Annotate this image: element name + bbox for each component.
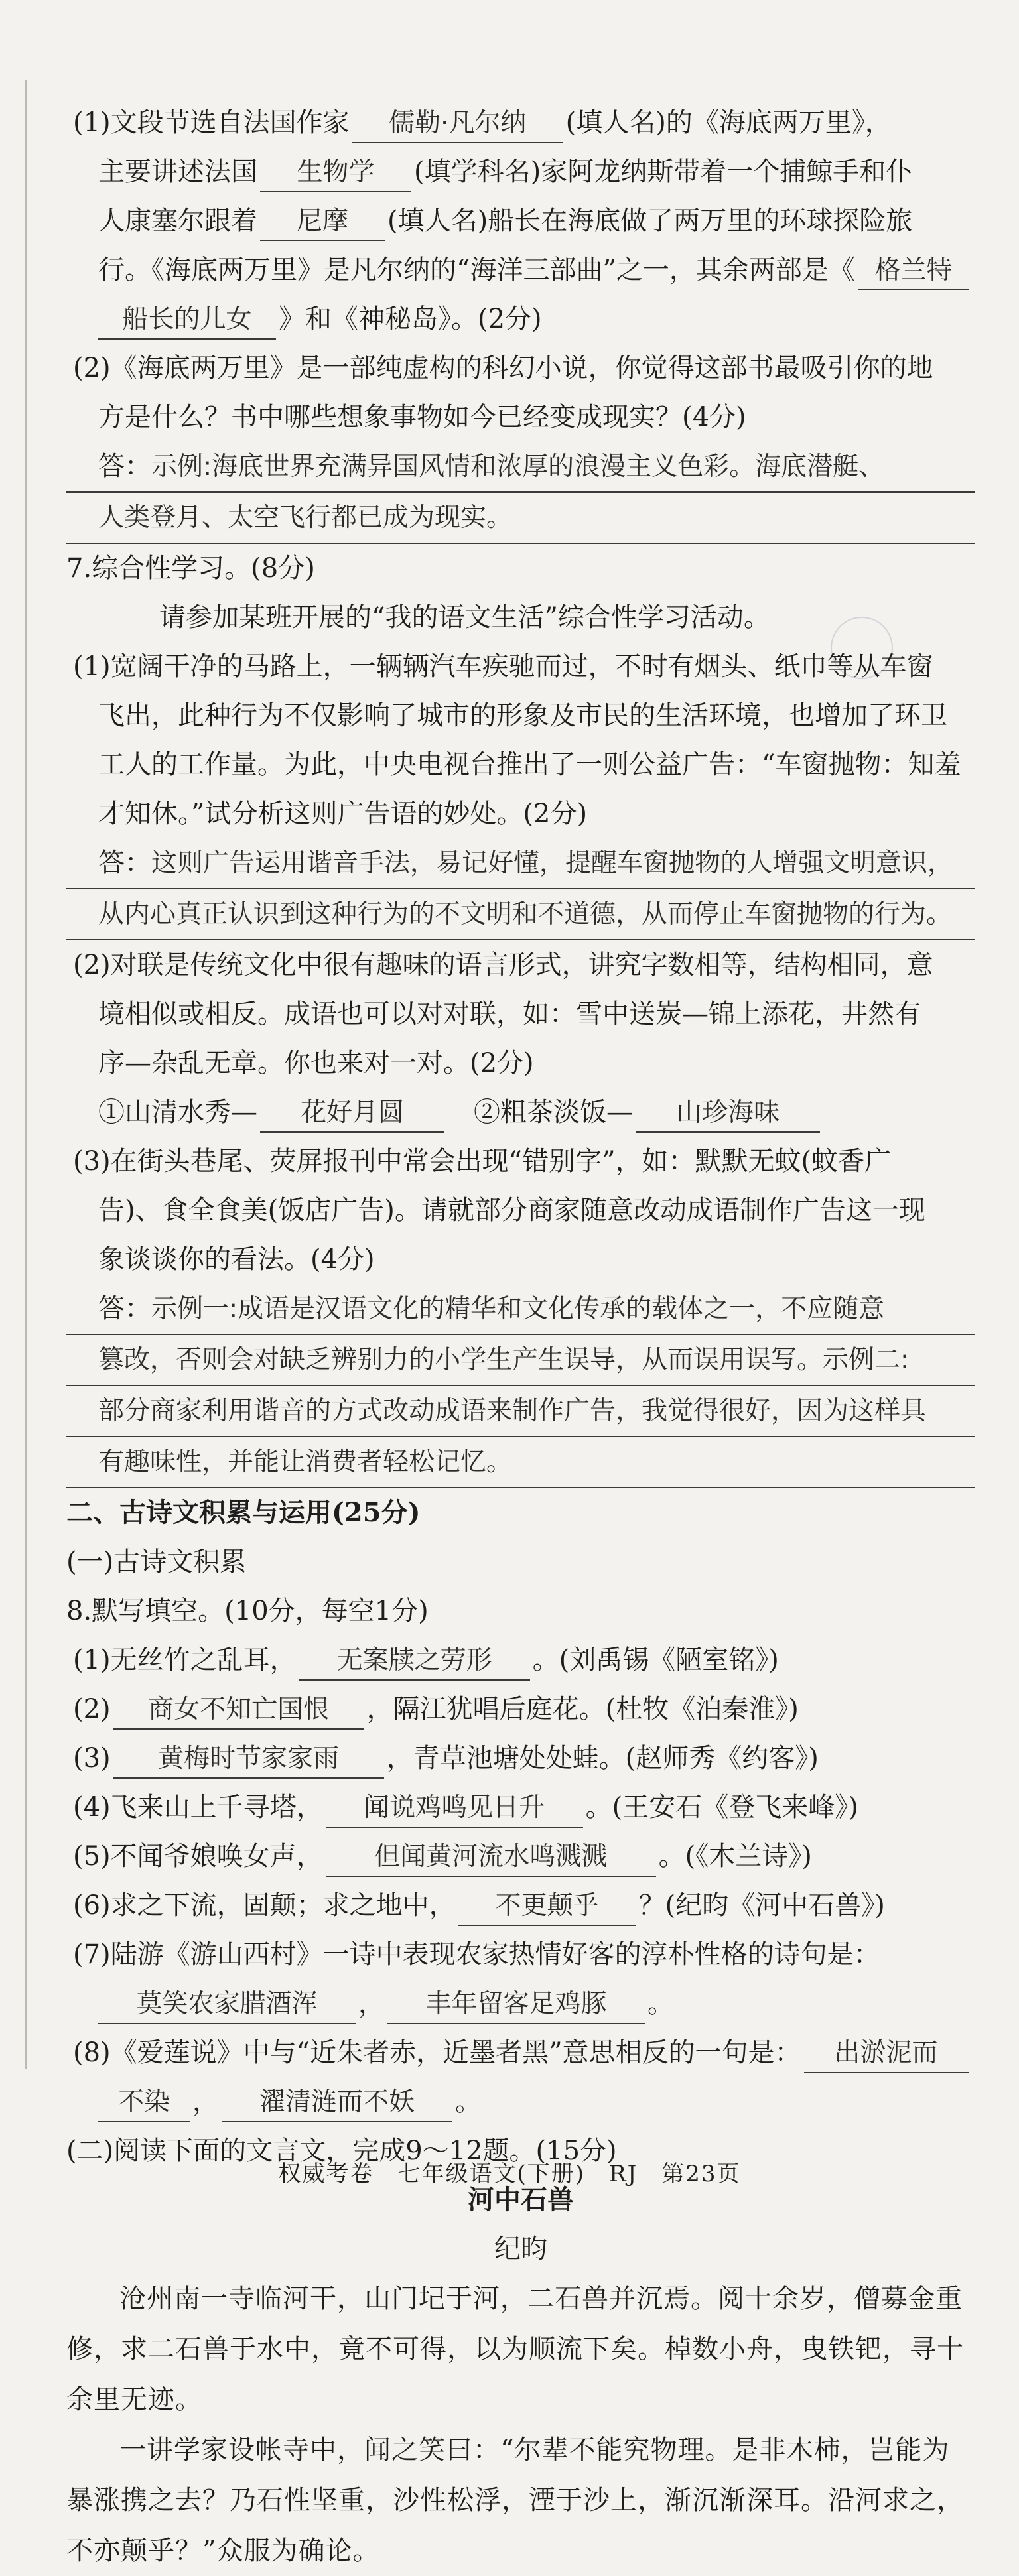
q7-part2-line3: 序—杂乱无章。你也来对一对。(2分)	[98, 1048, 534, 1078]
answer-q8-7a: 莫笑农家腊酒浑	[98, 1986, 356, 2024]
answer-q8-8b: 濯清涟而不妖	[222, 2084, 452, 2122]
answer-couplet1: 花好月圆	[260, 1094, 444, 1133]
q6-part1-line4: 行。《海底两万里》是凡尔纳的“海洋三部曲”之一，其余两部是《 格兰特	[66, 245, 975, 294]
passage-paragraph-2: 一讲学家设帐寺中，闻之笑曰：“尔辈不能究物理。是非木柿，岂能为暴涨携之去？乃石性坚重，沙性松浮，湮于沙上，渐沉渐深耳。沿河求之，不亦颠乎？”众服为确论。	[66, 2435, 964, 2566]
answer-q8-8a-cont: 不染	[98, 2084, 190, 2122]
q7-part3-line1: (3)在街头巷尾、荧屏报刊中常会出现“错别字”，如：默默无蚊(蚊香广	[73, 1146, 892, 1177]
answer-q8-3: 黄梅时节家家雨	[113, 1740, 384, 1779]
section2-sub2: (二)阅读下面的文言文，完成9～12题。(15分)	[66, 2136, 617, 2166]
q8-item4: (4)飞来山上千寻塔， 闻说鸡鸣见日升 。(王安石《登飞来峰》)	[66, 1783, 975, 1832]
q7-couplet-line: ①山清水秀— 花好月圆 ②粗茶淡饭— 山珍海味	[66, 1088, 975, 1137]
q6-part1-line2: 主要讲述法国 生物学 (填学科名)家阿龙纳斯带着一个捕鲸手和仆	[66, 147, 975, 196]
q6-answer-line2: 人类登月、太空飞行都已成为现实。	[66, 493, 975, 544]
q8-item7-answers: 莫笑农家腊酒浑 ， 丰年留客足鸡豚 。	[66, 1979, 975, 2028]
section2-sub1: (一)古诗文积累	[66, 1547, 247, 1577]
page-content	[66, 98, 975, 2576]
q7-answer3-line4: 有趣味性，并能让消费者轻松记忆。	[66, 1437, 975, 1488]
passage-title: 河中石兽	[468, 2184, 574, 2215]
answer-q8-6: 不更颠乎	[458, 1888, 636, 1926]
q7-answer1-line1: 答：这则广告运用谐音手法，易记好懂，提醒车窗抛物的人增强文明意识，	[66, 838, 975, 889]
q8-item1: (1)无丝竹之乱耳， 无案牍之劳形 。(刘禹锡《陋室铭》)	[66, 1636, 975, 1685]
q7-part3-line2: 告)、食全食美(饭店广告)。请就部分商家随意改动成语制作广告这一现	[98, 1195, 925, 1226]
answer-q8-5: 但闻黄河流水鸣溅溅	[326, 1838, 656, 1877]
q8-item8: (8)《爱莲说》中与“近朱者赤，近墨者黑”意思相反的一句是： 出淤泥而	[66, 2028, 975, 2077]
q7-answer3-line2: 篡改，否则会对缺乏辨别力的小学生产生误导，从而误用误写。示例二:	[66, 1335, 975, 1386]
q8-header: 8.默写填空。(10分，每空1分)	[66, 1596, 429, 1626]
answer-book1-a: 格兰特	[858, 252, 969, 290]
passage-author: 纪昀	[494, 2234, 547, 2264]
q8-item7: (7)陆游《游山西村》一诗中表现农家热情好客的淳朴性格的诗句是：	[73, 1939, 880, 1970]
answer-q8-7b: 丰年留客足鸡豚	[387, 1986, 645, 2024]
section2-header: 二、古诗文积累与运用(25分)	[66, 1497, 421, 1528]
q7-part1-line1: (1)宽阔干净的马路上，一辆辆汽车疾驰而过，不时有烟头、纸巾等从车窗	[73, 651, 933, 682]
q7-part1-line3: 工人的工作量。为此，中央电视台推出了一则公益广告：“车窗抛物：知羞	[98, 749, 961, 780]
q6-part1-line5: 船长的儿女 》和《神秘岛》。(2分)	[66, 294, 975, 344]
q6-answer-line1: 答：示例:海底世界充满异国风情和浓厚的浪漫主义色彩。海底潜艇、	[66, 442, 975, 493]
answer-captain: 尼摩	[260, 203, 385, 241]
answer-q8-2: 商女不知亡国恨	[113, 1691, 364, 1730]
binding-margin-line	[25, 80, 27, 2069]
q7-header: 7.综合性学习。(8分)	[66, 553, 315, 584]
q6-part2-line1: (2)《海底两万里》是一部纯虚构的科幻小说，你觉得这部书最吸引你的地	[73, 353, 933, 383]
answer-author: 儒勒·凡尔纳	[352, 105, 563, 143]
q8-item3: (3) 黄梅时节家家雨 ，青草池塘处处蛙。(赵师秀《约客》)	[66, 1734, 975, 1783]
answer-q8-4: 闻说鸡鸣见日升	[326, 1789, 583, 1828]
q6-part2-line2: 方是什么？书中哪些想象事物如今已经变成现实？(4分)	[98, 402, 746, 432]
q7-part1-line2: 飞出，此种行为不仅影响了城市的形象及市民的生活环境，也增加了环卫	[98, 700, 947, 731]
answer-couplet2: 山珍海味	[636, 1094, 820, 1133]
q6-part1-line1: (1)文段节选自法国作家 儒勒·凡尔纳 (填人名)的《海底两万里》，	[66, 98, 975, 147]
q7-part2-line2: 境相似或相反。成语也可以对对联，如：雪中送炭—锦上添花，井然有	[98, 999, 921, 1029]
q8-item2: (2) 商女不知亡国恨 ，隔江犹唱后庭花。(杜牧《泊秦淮》)	[66, 1685, 975, 1734]
q7-intro: 请参加某班开展的“我的语文生活”综合性学习活动。	[159, 602, 770, 633]
q7-answer1-line2: 从内心真正认识到这种行为的不文明和不道德，从而停止车窗抛物的行为。	[66, 889, 975, 940]
q7-part2-line1: (2)对联是传统文化中很有趣味的语言形式，讲究字数相等，结构相同，意	[73, 950, 933, 980]
q7-answer3-line3: 部分商家利用谐音的方式改动成语来制作广告，我觉得很好，因为这样具	[66, 1386, 975, 1437]
q7-part1-line4: 才知休。”试分析这则广告语的妙处。(2分)	[98, 799, 588, 829]
page-footer: 权威考卷 七年级语文(下册) RJ 第23页	[278, 2161, 741, 2187]
q7-answer3-line1: 答：示例一:成语是汉语文化的精华和文化传承的载体之一，不应随意	[66, 1284, 975, 1335]
answer-book1-b: 船长的儿女	[98, 301, 276, 340]
q8-item5: (5)不闻爷娘唤女声， 但闻黄河流水鸣溅溅 。(《木兰诗》)	[66, 1832, 975, 1881]
answer-q8-8a: 出淤泥而	[804, 2035, 969, 2073]
q8-item6: (6)求之下流，固颠；求之地中， 不更颠乎 ？(纪昀《河中石兽》)	[66, 1881, 975, 1930]
passage-paragraph-1: 沧州南一寺临河干，山门圮于河，二石兽并沉焉。阅十余岁，僧募金重修，求二石兽于水中，竟不可得，以为顺流下矣。棹数小舟，曳铁钯，寻十余里无迹。	[66, 2284, 964, 2415]
q8-item8-answers: 不染 ， 濯清涟而不妖 。	[66, 2077, 975, 2126]
answer-q8-1: 无案牍之劳形	[299, 1642, 530, 1681]
q6-part1-line3: 人康塞尔跟着 尼摩 (填人名)船长在海底做了两万里的环球探险旅	[66, 196, 975, 245]
answer-subject: 生物学	[260, 154, 411, 192]
q7-part3-line3: 象谈谈你的看法。(4分)	[98, 1244, 375, 1275]
